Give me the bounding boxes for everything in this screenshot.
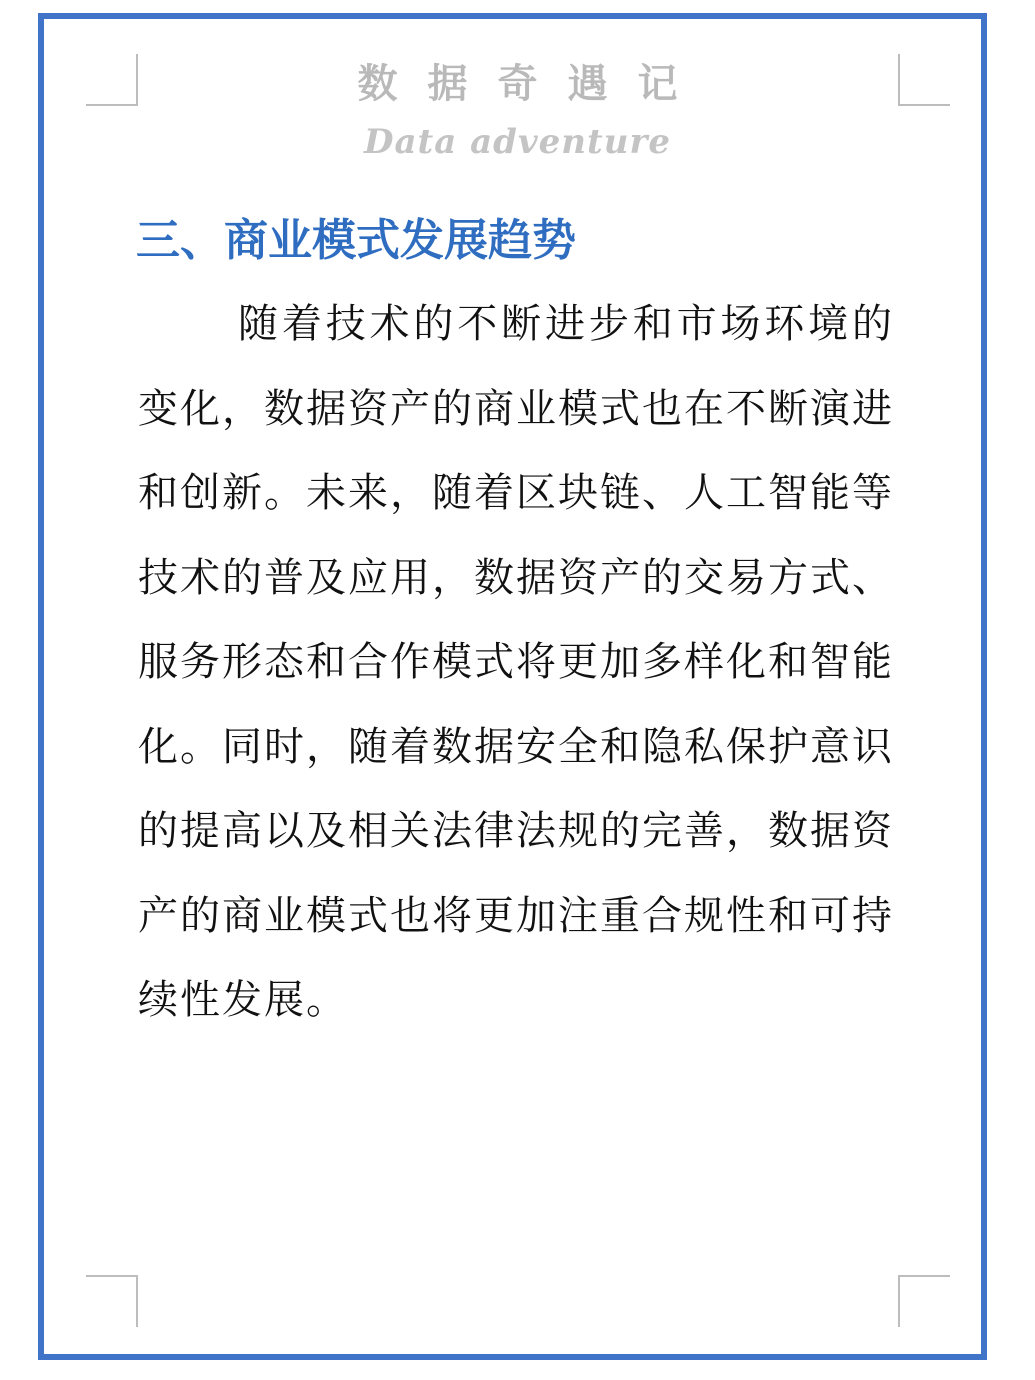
body-paragraph: 随着技术的不断进步和市场环境的变化，数据资产的商业模式也在不断演进和创新。未来，随着区块链、人工智能等技术的普及应用，数据资产的交易方式、服务形态和合作模式将更加多样化和智能化。同时，随着数据安全和隐私保护意识的提高以及相关法律法规的完善，数据资产的商业模式也将更加注重合规性和可持续性发展。 [138, 301, 894, 1023]
crop-mark-bottom-right [898, 1275, 950, 1327]
header-title-cn: 数据奇遇记 [357, 60, 708, 107]
crop-mark-bottom-left [86, 1275, 138, 1327]
header-title-en: Data adventure [364, 122, 671, 162]
section-title: 三、商业模式发展趋势 [136, 215, 576, 266]
